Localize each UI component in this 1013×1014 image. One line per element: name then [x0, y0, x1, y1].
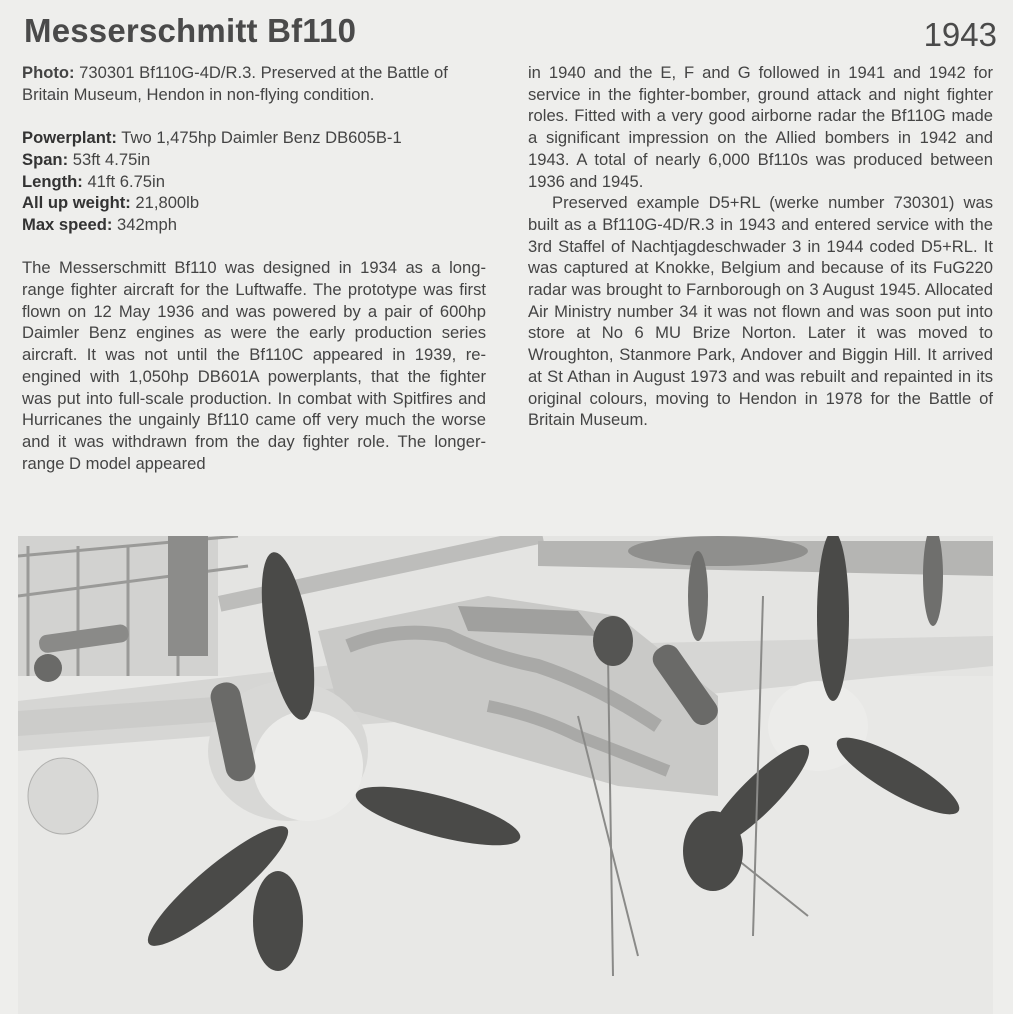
- left-column: [22, 62, 486, 474]
- aircraft-photo: [18, 536, 993, 1014]
- body-paragraph-1b: in 1940 and the E, F and G followed in 1941 and 1942 for service in the fighter-bomber, ground attack and night fighter roles. Fitted with a very good airborne radar the Bf110G made a significant impression on the Allied bombers in 1942 and 1943. A total of nearly 6,000 Bf110s was produced between 1936 and 1945.: [528, 63, 993, 191]
- body-paragraph-2: Preserved example D5+RL (werke number 730301) was built as a Bf110G-4D/R.3 in 1943 and entered service with the 3rd Staffel of Nachtjagdeschwader 3 in 1944 coded D5+RL. It was captured at Knokke, Belgium and because of its FuG220 radar was brought to Farnborough on 3 August 1945. Allocated Air Ministry number 34 it was not flown and was soon put into store at No 6 MU Brize Norton. Later it was moved to Wroughton, Stanmore Park, Andover and Biggin Hill. It arrived at St Athan in August 1973 and was rebuilt and repainted in its original colours, moving to Hendon in 1978 for the Battle of Britain Museum.: [528, 193, 993, 430]
- spec-length: Length: 41ft 6.75in: [22, 171, 165, 191]
- photo-caption-text: 730301 Bf110G-4D/R.3. Preserved at the Battle of Britain Museum, Hendon in non-flying condition.: [22, 63, 448, 104]
- spec-weight: All up weight: 21,800lb: [22, 193, 200, 213]
- spec-span: Span: 53ft 4.75in: [22, 149, 151, 169]
- right-column: [528, 62, 993, 431]
- photo-caption: [22, 62, 486, 105]
- spec-speed: Max speed: 342mph: [22, 214, 177, 234]
- spec-list: [22, 127, 486, 236]
- year-label: 1943: [923, 16, 997, 53]
- page-title: Messerschmitt Bf110: [24, 12, 357, 49]
- body-paragraph-1a: The Messerschmitt Bf110 was designed in 1934 as a long-range fighter aircraft for the Luftwaffe. The prototype was first flown on 12 May 1936 and was powered by a pair of 600hp Daimler Benz engines as were the early production series aircraft. It was not until the Bf110C appeared in 1939, re-engined with 1,050hp DB601A powerplants, that the fighter was put into full-scale production. In combat with Spitfires and Hurricanes the ungainly Bf110 came off very much the worse and it was withdrawn from the day fighter role. The longer-range D model appeared: [22, 258, 486, 473]
- photo-caption-label: Photo:: [22, 63, 75, 82]
- spec-powerplant: Powerplant: Two 1,475hp Daimler Benz DB605B-1: [22, 128, 402, 148]
